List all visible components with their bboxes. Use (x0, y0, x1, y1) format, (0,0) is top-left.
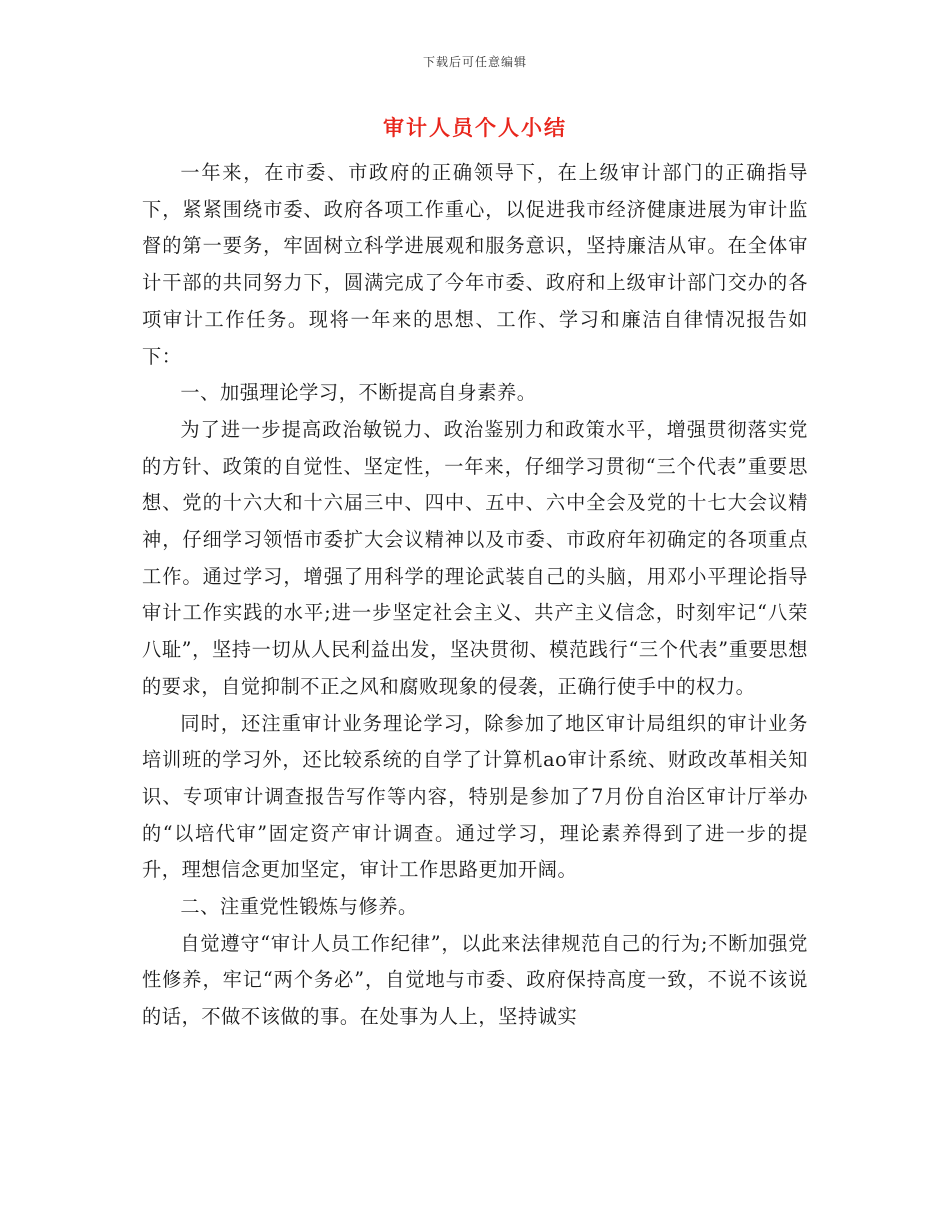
paragraph-business-study: 同时，还注重审计业务理论学习，除参加了地区审计局组织的审计业务培训班的学习外，还比较系统的自学了计算机ao审计系统、财政改革相关知识、专项审计调查报告写作等内容，特别是参加了7月份自治区审计厅举办的“以培代审”固定资产审计调查。通过学习，理论素养得到了进一步的提升，理想信念更加坚定，审计工作思路更加开阔。 (142, 711, 808, 882)
paragraph-theory-study: 为了进一步提高政治敏锐力、政治鉴别力和政策水平，增强贯彻落实党的方针、政策的自觉性、坚定性，一年来，仔细学习贯彻“三个代表”重要思想、党的十六大和十六届三中、四中、五中、六中全会及党的十七大会议精神，仔细学习领悟市委扩大会议精神以及市委、市政府年初确定的各项重点工作。通过学习，增强了用科学的理论武装自己的头脑，用邓小平理论指导审计工作实践的水平;进一步坚定社会主义、共产主义信念，时刻牢记“八荣八耻”，坚持一切从人民利益出发，坚决贯彻、模范践行“三个代表”重要思想的要求，自觉抑制不正之风和腐败现象的侵袭，正确行使手中的权力。 (142, 417, 808, 698)
header-note: 下载后可任意编辑 (422, 55, 527, 69)
paragraph-party-discipline: 自觉遵守“审计人员工作纪律”，以此来法律规范自己的行为;不断加强党性修养，牢记“两个务必”，自觉地与市委、政府保持高度一致，不说不该说的话，不做不该做的事。在处事为人上，坚持诚实 (142, 931, 808, 1029)
section-heading-1: 一、加强理论学习，不断提高自身素养。 (180, 381, 537, 405)
document-title: 审计人员个人小结 (383, 115, 567, 140)
section-heading-2: 二、注重党性锻炼与修养。 (180, 895, 418, 919)
document-body (142, 155, 808, 1036)
paragraph-intro: 一年来，在市委、市政府的正确领导下，在上级审计部门的正确指导下，紧紧围绕市委、政府各项工作重心，以促进我市经济健康进展为审计监督的第一要务，牢固树立科学进展观和服务意识，坚持廉洁从审。在全体审计干部的共同努力下，圆满完成了今年市委、政府和上级审计部门交办的各项审计工作任务。现将一年来的思想、工作、学习和廉洁自律情况报告如下： (142, 161, 808, 368)
